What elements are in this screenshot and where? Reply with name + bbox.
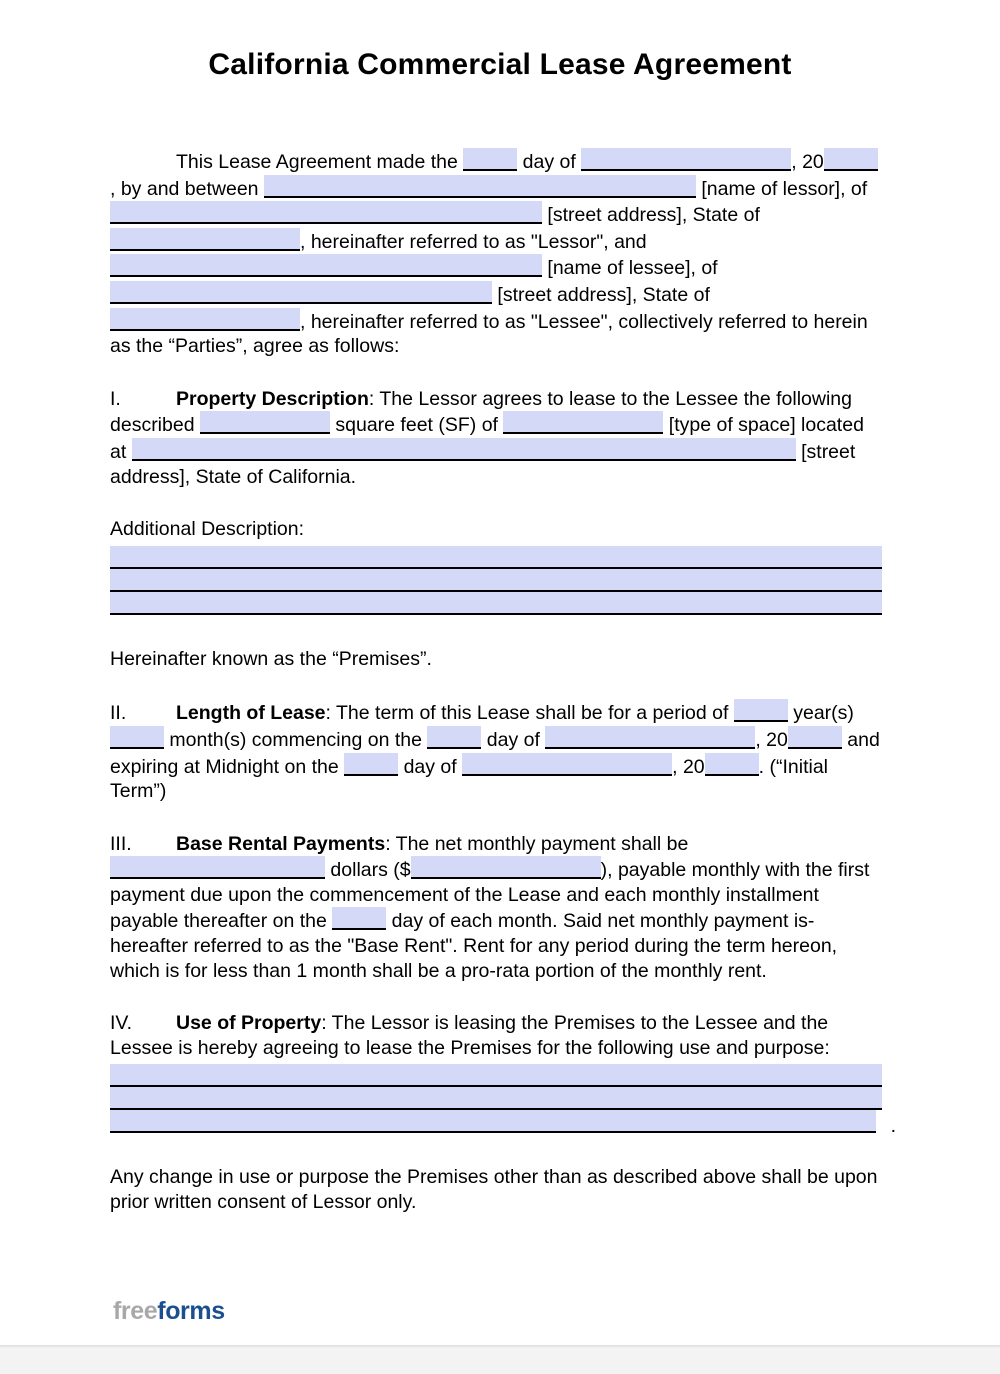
lessor-state-field[interactable] <box>110 228 300 251</box>
intro-text-3: , <box>791 151 797 173</box>
expire-year-field[interactable] <box>705 753 759 776</box>
spacer <box>110 615 882 647</box>
document-body <box>110 148 896 1215</box>
sheet-shadow <box>0 1345 1000 1348</box>
trailing-period: . <box>890 1114 896 1137</box>
intro-text-4: 20 <box>802 151 824 173</box>
spacer <box>110 1133 882 1165</box>
lessee-name-field[interactable] <box>110 254 542 277</box>
section-1-text-1: : The Lessor agrees to lease to the Lessee the following described <box>110 387 853 437</box>
write-line[interactable] <box>110 1087 882 1110</box>
section-base-rental-payments <box>110 832 882 984</box>
spacer <box>110 489 882 517</box>
intro-text-7: [street address], State of <box>542 204 760 227</box>
additional-description-lines <box>110 546 882 615</box>
logo-text-free: free <box>113 1297 158 1325</box>
lessor-name-field[interactable] <box>264 175 696 198</box>
spacer <box>110 983 882 1011</box>
premises-address-field-2[interactable] <box>464 438 796 461</box>
intro-text-2: day of <box>517 151 582 173</box>
section-2-text-1: : The term of this Lease shall be for a period of <box>325 702 734 725</box>
section-numeral-1: I. <box>110 387 121 410</box>
section-use-of-property <box>110 1011 882 1060</box>
intro-text-5: , by and between <box>110 177 264 200</box>
commence-year-field[interactable] <box>788 726 842 749</box>
write-line[interactable] <box>110 592 882 615</box>
page-title: California Commercial Lease Agreement <box>208 48 792 81</box>
intro-text-10: [street address], State of <box>492 283 710 306</box>
write-line[interactable] <box>110 569 882 592</box>
section-3-text-3: ), payable monthly with the first payment due upon the commencement of the Lease and each monthly installment payable thereafter on the <box>110 859 870 933</box>
intro-text-11: , hereinafter referred to as "Lessee", collectively referred to herein as the “Parties”, agree as follows: <box>110 310 868 358</box>
write-line[interactable] <box>110 1064 882 1087</box>
type-of-space-field[interactable] <box>503 411 663 434</box>
logo-text-forms: forms <box>157 1297 225 1325</box>
expire-day-field[interactable] <box>344 753 398 776</box>
page-background-below-sheet <box>0 1345 1000 1374</box>
payment-due-day-field[interactable] <box>332 907 386 930</box>
day-field[interactable] <box>463 148 517 171</box>
section-2-text-9: . (“Initial Term”) <box>110 755 829 803</box>
section-numeral-2: II. <box>110 702 127 725</box>
month-field[interactable] <box>581 148 791 171</box>
spacer <box>110 671 882 699</box>
section-2-text-6: and expiring at Midnight on the <box>110 728 880 778</box>
spacer <box>110 359 882 387</box>
section-2-text-5: , 20 <box>755 728 788 751</box>
intro-paragraph <box>110 148 882 359</box>
section-4-text-1: : The Lessor is leasing the Premises to the Lessee and the Lessee is hereby agreeing to lease the Premises for the following use and purpose: <box>110 1012 830 1059</box>
premises-note: Hereinafter known as the “Premises”. <box>110 647 432 670</box>
intro-text-8: , hereinafter referred to as "Lessor", and <box>300 230 647 253</box>
section-2-text-4: day of <box>481 728 546 751</box>
premises-address-field-1[interactable] <box>132 438 464 461</box>
intro-text-9: [name of lessee], of <box>542 257 718 280</box>
lease-years-field[interactable] <box>734 699 788 722</box>
square-feet-field[interactable] <box>200 411 330 434</box>
section-numeral-4: IV. <box>110 1012 133 1035</box>
section-3-text-1: : The net monthly payment shall be <box>385 832 689 855</box>
commence-month-field[interactable] <box>545 726 755 749</box>
freeforms-logo[interactable] <box>113 1297 225 1326</box>
rent-amount-words-field[interactable] <box>110 856 325 879</box>
section-2-text-7: day of <box>398 755 463 778</box>
write-line[interactable] <box>110 546 882 569</box>
section-heading-1: Property Description <box>176 387 369 410</box>
section-numeral-3: III. <box>110 832 132 855</box>
commence-day-field[interactable] <box>427 726 481 749</box>
lessee-state-field[interactable] <box>110 308 300 331</box>
section-heading-3: Base Rental Payments <box>176 832 386 855</box>
closing-paragraph: Any change in use or purpose the Premises other than as described above shall be upon prior written consent of Lessor only. <box>110 1166 878 1214</box>
section-property-description <box>110 387 882 489</box>
section-heading-4: Use of Property <box>176 1012 322 1035</box>
rent-amount-numeric-field[interactable] <box>411 856 601 879</box>
spacer <box>110 804 882 832</box>
expire-month-field[interactable] <box>462 753 672 776</box>
section-length-of-lease <box>110 699 882 803</box>
intro-text-6: [name of lessor], of <box>695 177 868 200</box>
use-of-property-lines <box>110 1064 896 1137</box>
year-field[interactable] <box>824 148 878 171</box>
section-2-text-8: , 20 <box>672 755 705 778</box>
lessee-street-address-field[interactable] <box>110 281 492 304</box>
section-2-text-2: year(s) <box>787 702 854 725</box>
additional-description-label: Additional Description: <box>110 518 305 541</box>
section-1-text-3: [type of space] located at <box>110 414 864 463</box>
section-3-text-4: day of each month. Said net monthly payment is-hereafter referred to as the "Base Rent". Rent for any period during the term hereon, which is for less than 1 month shall be a pro-rata portion of the monthly rent. <box>110 910 838 982</box>
lease-months-field[interactable] <box>110 726 164 749</box>
section-2-text-3: month(s) commencing on the <box>164 728 428 751</box>
section-1-text-2: square feet (SF) of <box>329 414 504 437</box>
lessor-street-address-field[interactable] <box>110 201 542 224</box>
section-1-text-4: [street address], State of California. <box>110 440 856 488</box>
write-line[interactable] <box>110 1110 876 1133</box>
section-heading-2: Length of Lease <box>176 702 326 725</box>
section-3-text-2: dollars ($ <box>325 859 411 882</box>
intro-text-1: This Lease Agreement made the <box>176 151 464 173</box>
